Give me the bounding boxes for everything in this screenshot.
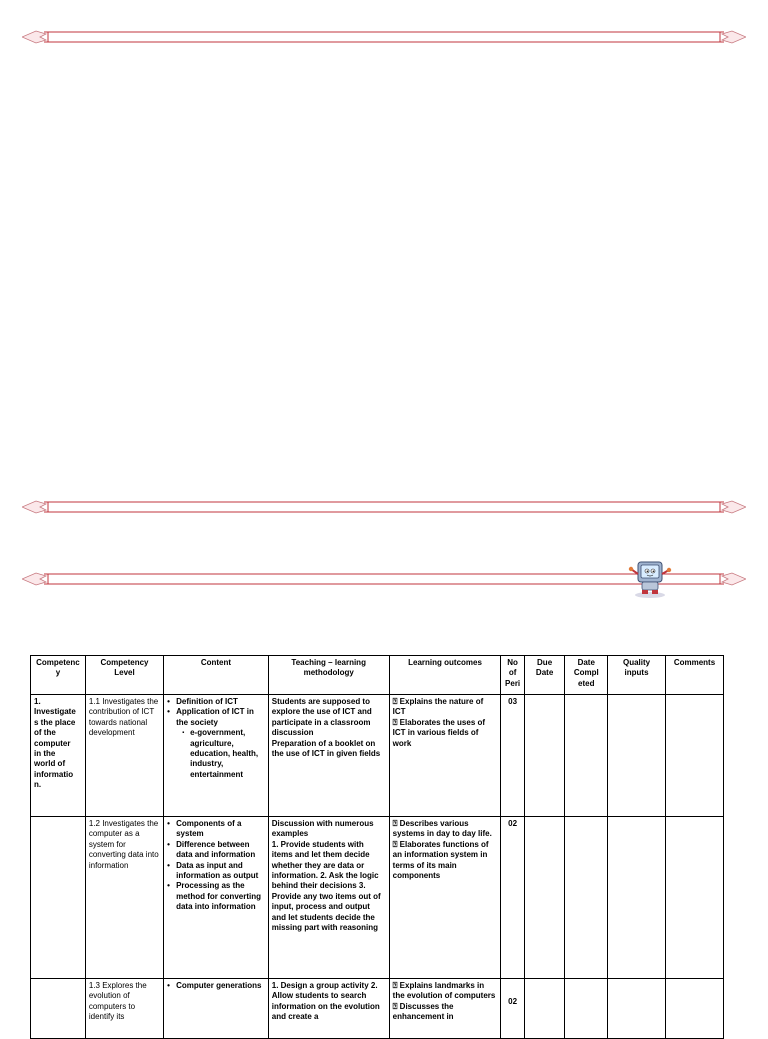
cell-learning-outcomes: ⍰ Explains the nature of ICT ⍰ Elaborates the uses of ICT in various fields of work bbox=[389, 695, 501, 817]
content-item-text: Definition of ICT bbox=[176, 697, 238, 706]
cell-competency-level: 1.3 Explores the evolution of computers to identify its bbox=[85, 979, 163, 1039]
cell-content bbox=[164, 979, 269, 1039]
content-item bbox=[174, 697, 265, 707]
cell-competency bbox=[31, 979, 86, 1039]
cell-due-date bbox=[524, 979, 565, 1039]
computer-mascot-icon bbox=[628, 560, 672, 600]
content-item: • Computer generations bbox=[174, 981, 265, 991]
cell-content bbox=[164, 695, 269, 817]
table-row bbox=[31, 817, 724, 979]
content-item: • Processing as the method for converting data into information bbox=[174, 881, 265, 912]
cell-due-date bbox=[524, 817, 565, 979]
header-date-completed: Date Compl eted bbox=[565, 656, 608, 695]
content-item bbox=[174, 707, 265, 780]
content-sublist bbox=[176, 728, 265, 780]
cell-comments bbox=[666, 695, 724, 817]
cell-number-of-periods: 02 bbox=[501, 979, 524, 1039]
cell-competency: 1. Investigate s the place of the computer in the world of informatio n. bbox=[31, 695, 86, 817]
cell-comments bbox=[666, 979, 724, 1039]
content-subitem: ▪ e-government, agriculture, education, health, industry, entertainment bbox=[190, 728, 265, 780]
content-list bbox=[167, 981, 265, 991]
cell-date-completed bbox=[565, 979, 608, 1039]
cell-quality-inputs bbox=[608, 695, 666, 817]
header-teaching-methodology: Teaching – learning methodology bbox=[268, 656, 389, 695]
cell-date-completed bbox=[565, 817, 608, 979]
header-competency-level: Competency Level bbox=[85, 656, 163, 695]
cell-competency bbox=[31, 817, 86, 979]
header-number-of-periods: No of Peri bbox=[501, 656, 524, 695]
table-row bbox=[31, 979, 724, 1039]
content-item: • Difference between data and information bbox=[174, 840, 265, 861]
cell-number-of-periods: 03 bbox=[501, 695, 524, 817]
header-content: Content bbox=[164, 656, 269, 695]
cell-competency-level: 1.1 Investigates the contribution of ICT towards national development bbox=[85, 695, 163, 817]
table-row bbox=[31, 695, 724, 817]
content-item: • Data as input and information as output bbox=[174, 861, 265, 882]
cell-learning-outcomes: ⍰ Describes various systems in day to day life. ⍰ Elaborates functions of an information system in terms of its main components bbox=[389, 817, 501, 979]
cell-quality-inputs bbox=[608, 979, 666, 1039]
content-item: • Components of a system bbox=[174, 819, 265, 840]
header-learning-outcomes: Learning outcomes bbox=[389, 656, 501, 695]
header-competency: Competenc y bbox=[31, 656, 86, 695]
divider-rule-middle bbox=[22, 500, 746, 514]
cell-teaching-methodology: Discussion with numerous examples 1. Provide students with items and let them decide whether they are data or information. 2. Ask the logic behind their decisions 3. Provide any two items out of input, process and output and let students decide the missing part with reasoning bbox=[268, 817, 389, 979]
header-comments: Comments bbox=[666, 656, 724, 695]
header-quality-inputs: Quality inputs bbox=[608, 656, 666, 695]
cell-content bbox=[164, 817, 269, 979]
cell-competency-level: 1.2 Investigates the computer as a system for converting data into information bbox=[85, 817, 163, 979]
table-header-row bbox=[31, 656, 724, 695]
lesson-plan-table bbox=[30, 655, 724, 1039]
cell-due-date bbox=[524, 695, 565, 817]
content-item-text: Application of ICT in the society bbox=[176, 707, 254, 727]
cell-quality-inputs bbox=[608, 817, 666, 979]
header-due-date: Due Date bbox=[524, 656, 565, 695]
content-list bbox=[167, 697, 265, 780]
cell-learning-outcomes: ⍰ Explains landmarks in the evolution of computers ⍰ Discusses the enhancement in bbox=[389, 979, 501, 1039]
cell-teaching-methodology: 1. Design a group activity 2. Allow students to search information on the evolution and create a bbox=[268, 979, 389, 1039]
cell-teaching-methodology: Students are supposed to explore the use of ICT and participate in a classroom discussion Preparation of a booklet on the use of ICT in given fields bbox=[268, 695, 389, 817]
content-list bbox=[167, 819, 265, 913]
cell-number-of-periods: 02 bbox=[501, 817, 524, 979]
divider-rule-top bbox=[22, 30, 746, 44]
cell-date-completed bbox=[565, 695, 608, 817]
cell-comments bbox=[666, 817, 724, 979]
